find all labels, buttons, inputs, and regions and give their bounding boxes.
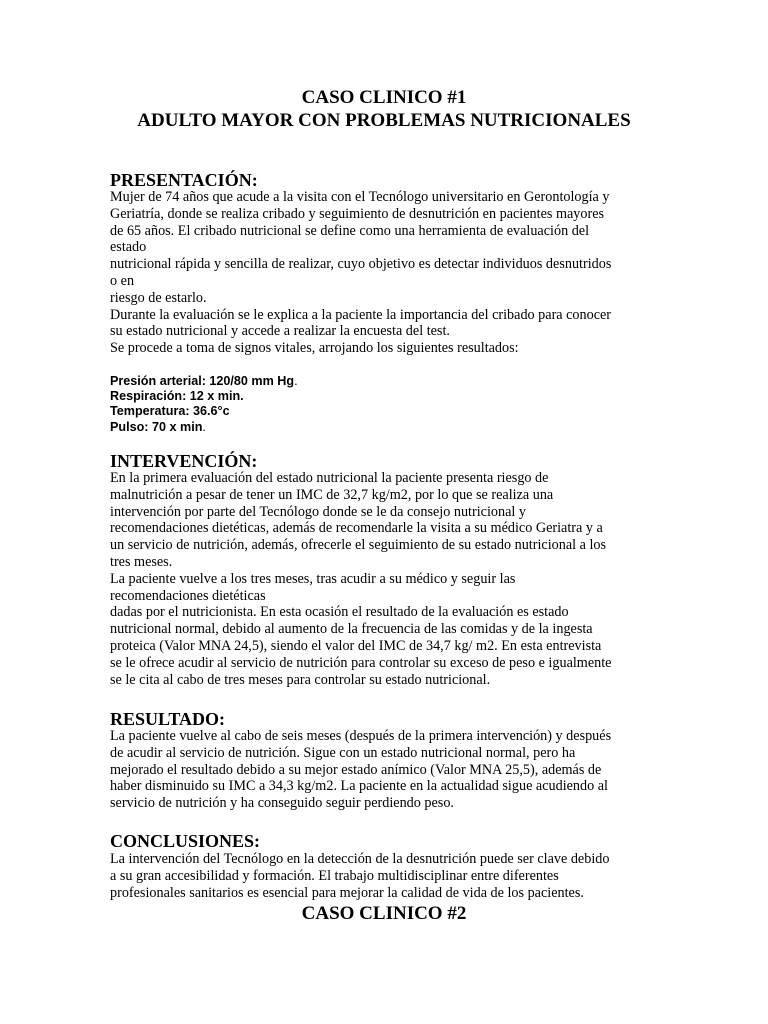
- section-heading-intervencion: INTERVENCIÓN:: [110, 451, 258, 471]
- vital-signs-list: [110, 374, 298, 435]
- vital-sign: Presión arterial: 120/80 mm Hg.: [110, 374, 298, 388]
- text-line: La paciente vuelve a los tres meses, tras acudir a su médico y seguir las: [110, 570, 516, 587]
- text-line: se le ofrece acudir al servicio de nutrición para controlar su exceso de peso e igualmente: [110, 654, 612, 671]
- text-line: un servicio de nutrición, además, ofrecerle el seguimiento de su estado nutricional a los: [110, 537, 607, 554]
- text-line: de 65 años. El cribado nutricional se define como una herramienta de evaluación del: [110, 222, 590, 239]
- text-line: o en: [110, 272, 135, 289]
- text-line: En la primera evaluación del estado nutricional la paciente presenta riesgo de: [110, 470, 549, 486]
- text-line: mejorado el resultado debido a su mejor estado anímico (Valor MNA 25,5), además de: [110, 761, 602, 778]
- text-line: tres meses.: [110, 553, 173, 570]
- case-title: CASO CLINICO #1: [301, 87, 467, 108]
- text-line: proteica (Valor MNA 24,5), siendo el valor del IMC de 34,7 kg/ m2. En esta entrevista: [110, 637, 602, 654]
- text-line: a su gran accesibilidad y formación. El trabajo multidisciplinar entre diferentes: [110, 867, 559, 884]
- text-line: Durante la evaluación se le explica a la paciente la importancia del cribado para conocer: [110, 306, 612, 323]
- vital-sign-value: Respiración: 12 x min.: [110, 389, 244, 404]
- vital-sign-value: Pulso: 70 x min: [110, 419, 203, 434]
- vital-sign: [110, 404, 298, 419]
- text-line: nutricional rápida y sencilla de realizar, cuyo objetivo es detectar individuos desnutridos: [110, 256, 612, 273]
- section-body-resultado: [110, 728, 611, 812]
- text-line: profesionales sanitarios es esencial para mejorar la calidad de vida de los pacientes.: [110, 884, 584, 901]
- text-line: dadas por el nutricionista. En esta ocasión el resultado de la evaluación es estado: [110, 604, 569, 621]
- text-line: Se procede a toma de signos vitales, arrojando los siguientes resultados:: [110, 340, 519, 357]
- text-line: La intervención del Tecnólogo en la detección de la desnutrición puede ser clave debido: [110, 851, 610, 867]
- section-body-presentacion: [110, 189, 611, 357]
- text-line: La paciente vuelve al cabo de seis meses (después de la primera intervención) y después: [110, 728, 612, 744]
- vital-sign-value: Presión arterial: 120/80 mm Hg: [110, 374, 295, 388]
- text-line: se le cita al cabo de tres meses para controlar su estado nutricional.: [110, 671, 491, 688]
- text-line: su estado nutricional y accede a realizar la encuesta del test.: [110, 323, 450, 340]
- text-line: recomendaciones dietéticas, además de recomendarle la visita a su médico Geriatra y a: [110, 520, 603, 537]
- text-line: Geriatría, donde se realiza cribado y seguimiento de desnutrición en pacientes mayores: [110, 205, 605, 222]
- text-line: de acudir al servicio de nutrición. Sigue con un estado nutricional normal, pero ha: [110, 744, 576, 761]
- text-line: haber disminuido su IMC a 34,3 kg/m2. La paciente en la actualidad sigue acudiendo al: [110, 778, 608, 795]
- vital-sign: [110, 389, 298, 404]
- section-heading-resultado: RESULTADO:: [110, 709, 226, 729]
- text-line: intervención por parte del Tecnólogo donde se le da consejo nutricional y: [110, 503, 526, 520]
- section-heading-conclusiones: CONCLUSIONES:: [110, 831, 261, 851]
- case-subtitle: ADULTO MAYOR CON PROBLEMAS NUTRICIONALES: [137, 110, 631, 131]
- text-line: recomendaciones dietéticas: [110, 587, 266, 604]
- text-line: servicio de nutrición y ha conseguido seguir perdiendo peso.: [110, 795, 454, 812]
- vital-sign: Pulso: 70 x min.: [110, 419, 206, 434]
- section-body-conclusiones: [110, 851, 609, 901]
- text-line: riesgo de estarlo.: [110, 289, 207, 306]
- vital-sign-value: Temperatura: 36.6°c: [110, 404, 230, 419]
- text-line: nutricional normal, debido al aumento de la frecuencia de las comidas y de la ingesta: [110, 621, 593, 638]
- section-heading-presentacion: PRESENTACIÓN:: [110, 170, 258, 190]
- section-body-intervencion: [110, 470, 611, 688]
- text-line: malnutrición a pesar de tener un IMC de 32,7 kg/m2, por lo que se realiza una: [110, 486, 554, 503]
- text-line: estado: [110, 239, 147, 256]
- text-line: Mujer de 74 años que acude a la visita con el Tecnólogo universitario en Gerontología y: [110, 189, 610, 205]
- case-title-2: CASO CLINICO #2: [301, 903, 467, 924]
